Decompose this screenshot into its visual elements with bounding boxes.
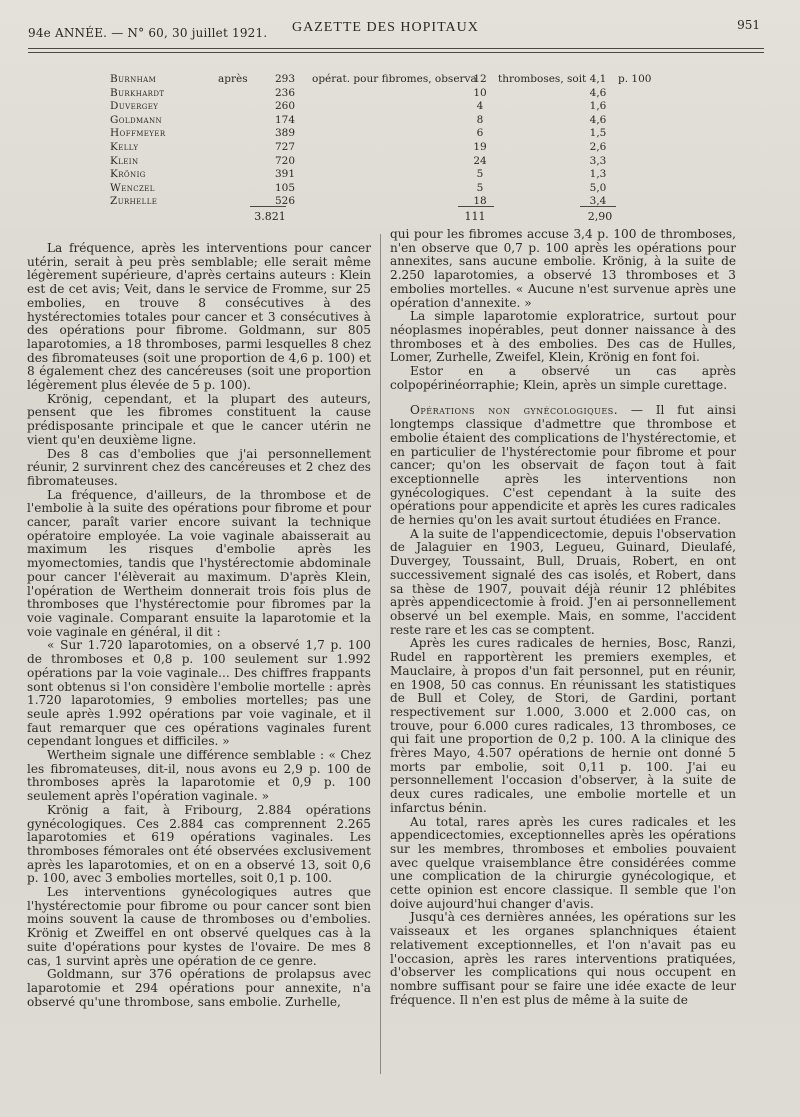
operations-count: 293	[274, 73, 296, 85]
paragraph: qui pour les fibromes accuse 3,4 p. 100 de thromboses, n'en observe que 0,7 p. 100 après les opérations pour annexites, sans aucune embolie. Krönig, à la suite de 2.250 laparotomies, a observé 13 thromboses et 3 embolies mortelles. « Aucune n'est survenue après une opération d'annexite. »	[390, 227, 736, 310]
surgeon-name: Klein	[110, 154, 139, 167]
thromboses-count: 19	[473, 140, 487, 153]
operations-count: 389	[274, 127, 296, 140]
table-total-row	[110, 206, 670, 222]
total-rule-thromb	[458, 206, 494, 207]
thromboses-count: 5	[476, 181, 484, 194]
total-thromboses: 111	[464, 210, 486, 223]
right-column	[390, 228, 736, 1007]
table-row	[110, 141, 670, 155]
page-number: 951	[737, 18, 760, 32]
page-header	[28, 18, 760, 42]
phrase-p100: p. 100	[618, 73, 652, 85]
section-text: — Il fut ainsi longtemps classique d'admettre que thrombose et embolie étaient des complications de l'hystérectomie, et en particulier de l'hystérectomie pour fibrome et pour cancer; qu'on les observait de façon tout à fait exceptionnelle après les interventions non gynécologiques. C'est cependant à la suite des opérations pour appendicite et après les cures radicales de hernies qu'on les avait surtout étudiées en France.	[390, 403, 736, 528]
thromboses-count: 18	[473, 195, 487, 208]
surgeon-name: Burkhardt	[110, 86, 165, 99]
percent-value: 1,3	[589, 168, 607, 181]
paragraph: « Sur 1.720 laparotomies, on a observé 1,7 p. 100 de thromboses et 0,8 p. 100 seulement sur 1.992 opérations par la voie vaginale... Des chiffres frappants sont obtenus si l'on considère l'embolie mortelle : après 1.720 laparotomies, 9 embolies mortelles; pas une seule après 1.992 opérations par voie vaginale, et il faut remarquer que ces opérations vaginales furent cependant longues et difficiles. »	[27, 638, 371, 749]
journal-title: GAZETTE DES HOPITAUX	[292, 20, 479, 35]
total-rule-ops	[250, 206, 286, 207]
table-row	[110, 73, 670, 87]
percent-value: 5,0	[589, 181, 607, 194]
section-title: Opérations non gynécologiques.	[410, 403, 619, 418]
phrase-thromboses: thromboses, soit	[498, 73, 587, 85]
percent-value: 4,1	[589, 73, 607, 85]
table-row	[110, 100, 670, 114]
surgeon-name: Wenczel	[110, 181, 155, 194]
table-row	[110, 168, 670, 182]
operations-count: 526	[274, 195, 296, 208]
surgeon-name: Hoffmeyer	[110, 127, 166, 140]
surgeon-name: Kelly	[110, 140, 139, 153]
operations-count: 105	[274, 181, 296, 194]
total-percent: 2,90	[587, 210, 613, 223]
paragraph: Wertheim signale une différence semblable : « Chez les fibromateuses, dit-il, nous avons eu 2,9 p. 100 de thromboses après la laparotomie et 0,9 p. 100 seulement après l'opération vaginale. »	[27, 748, 371, 804]
operations-count: 720	[274, 154, 296, 167]
table-row	[110, 182, 670, 196]
column-separator	[380, 234, 381, 1074]
table-row	[110, 155, 670, 169]
percent-value: 1,6	[589, 100, 607, 113]
table-row	[110, 114, 670, 128]
paragraph: Après les cures radicales de hernies, Bosc, Ranzi, Rudel en rapportèrent les premiers exemples, et Mauclaire, à propos d'un fait personnel, put en réunir, en 1908, 50 cas connus. En réunissant les statistiques de Bull et Coley, de Stori, de Gardini, portant respectivement sur 1.000, 3.000 et 2.000 cas, on trouve, pour 6.000 cures radicales, 13 thromboses, ce qui fait une proportion de 0,2 p. 100. A la clinique des frères Mayo, 4.507 opérations de hernie ont donné 5 morts par embolie, soit 0,11 p. 100. J'ai eu personnellement l'occasion d'observer, à la suite de deux cures radicales, une embolie mortelle et un infarctus bénin.	[390, 636, 736, 815]
surgeon-name: Duvergey	[110, 100, 159, 113]
percent-value: 4,6	[589, 86, 607, 99]
paragraph: Krönig a fait, à Fribourg, 2.884 opérations gynécologiques. Ces 2.884 cas comprennent 2.265 laparotomies et 619 opérations vaginales. Les thromboses fémorales ont été observées exclusivement après les laparotomies, et on en a observé 13, soit 0,6 p. 100, avec 3 embolies mortelles, soit 0,1 p. 100.	[27, 802, 371, 886]
thromboses-count: 6	[476, 127, 484, 140]
paragraph: Des 8 cas d'embolies que j'ai personnellement réunir, 2 survinrent chez des cancéreuses et 2 chez des fibromateuses.	[27, 446, 371, 488]
paragraph: Krönig, cependant, et la plupart des auteurs, pensent que les fibromes constituent la cause prédisposante principale et que le cancer utérin ne vient qu'en deuxième ligne.	[27, 391, 371, 447]
phrase-operations: opérat. pour fibromes, observa	[312, 73, 477, 85]
thromboses-count: 8	[476, 113, 484, 126]
surgeon-name: Krönig	[110, 168, 146, 181]
paragraph: Estor en a observé un cas après colpopérinéorraphie; Klein, après un simple curettage.	[390, 364, 736, 392]
statistics-table	[110, 73, 670, 209]
percent-value: 4,6	[589, 113, 607, 126]
header-rule-thin	[28, 52, 764, 53]
thromboses-count: 24	[473, 154, 487, 167]
paragraph: La fréquence, après les interventions pour cancer utérin, serait à peu près semblable; elle serait même légèrement supérieure, d'après certains auteurs : Klein est de cet avis; Veit, dans le service de Fromme, sur 25 embolies, en trouve 8 consécutives à des hystérectomies totales pour cancer et 3 consécutives à des opérations pour fibrome. Goldmann, sur 805 laparotomies, a 18 thromboses, parmi lesquelles 8 chez des fibromateuses (soit une proportion de 4,6 p. 100) et 8 également chez des cancéreuses (soit une proportion légèrement plus élevée de 5 p. 100).	[27, 241, 371, 393]
paragraph: Au total, rares après les cures radicales et les appendicectomies, exceptionnelles après les opérations sur les membres, thromboses et embolies pouvaient avec quelque vraisemblance être considérées comme une complication de la chirurgie gynécologique, et cette opinion est encore classique. Il semble que l'on doive aujourd'hui changer d'avis.	[390, 814, 736, 911]
paragraph: A la suite de l'appendicectomie, depuis l'observation de Jalaguier en 1903, Legueu, Guinard, Dieulafé, Duvergey, Toussaint, Bull, Druais, Robert, en ont successivement signalé des cas isolés, et Robert, dans sa thèse de 1907, pouvait déjà réunir 12 phlébites après appendicectomie à froid. J'en ai personnellement observé un bel exemple. Mais, en somme, l'accident reste rare et les cas se comptent.	[390, 526, 736, 637]
paragraph: Jusqu'à ces dernières années, les opérations sur les vaisseaux et les organes splanchniques étaient relativement exceptionnelles, et l'on n'avait pas eu l'occasion, après les rares interventions pratiquées, d'observer les complications qui nous occupent en nombre suffisant pour se faire une idée exacte de leur fréquence. Il n'en est plus de même à la suite de	[390, 910, 736, 1007]
percent-value: 3,3	[589, 154, 607, 167]
paragraph: La fréquence, d'ailleurs, de la thrombose et de l'embolie à la suite des opérations pour fibrome et pour cancer, paraît varier encore suivant la technique opératoire employée. La voie vaginale abaisserait au maximum les risques d'embolie après les myomectomies, tandis que l'hystérectomie abdominale pour cancer l'élèverait au maximum. D'après Klein, l'opération de Wertheim donnerait trois fois plus de thromboses que l'hystérectomie pour fibromes par la voie vaginale. Comparant ensuite la laparotomie et la voie vaginale en général, il dit :	[27, 487, 371, 639]
operations-count: 236	[274, 86, 296, 99]
percent-value: 3,4	[589, 195, 607, 208]
operations-count: 391	[274, 168, 296, 181]
percent-value: 1,5	[589, 127, 607, 140]
surgeon-name: Goldmann	[110, 113, 163, 126]
surgeon-name: Zurhelle	[110, 195, 158, 208]
table-row	[110, 127, 670, 141]
surgeon-name: Burnham	[110, 73, 157, 85]
thromboses-count: 12	[473, 73, 487, 85]
thromboses-count: 4	[476, 100, 484, 113]
operations-count: 727	[274, 140, 296, 153]
table-row	[110, 87, 670, 101]
left-column	[27, 242, 371, 1009]
section-paragraph	[390, 404, 736, 527]
header-rule	[28, 48, 764, 49]
operations-count: 174	[274, 113, 296, 126]
thromboses-count: 10	[473, 86, 487, 99]
total-operations: 3.821	[254, 210, 286, 223]
operations-count: 260	[274, 100, 296, 113]
total-rule-pct	[580, 206, 616, 207]
paragraph: La simple laparotomie exploratrice, surtout pour néoplasmes inopérables, peut donner naissance à des thromboses et à des embolies. Des cas de Hulles, Lomer, Zurhelle, Zweifel, Klein, Krönig en font foi.	[390, 309, 736, 365]
paragraph: Goldmann, sur 376 opérations de prolapsus avec laparotomie et 294 opérations pour annexite, n'a observé qu'une thrombose, sans embolie. Zurhelle,	[27, 967, 371, 1009]
issue-info: 94e ANNÉE. — N° 60, 30 juillet 1921.	[28, 26, 268, 40]
phrase-apres: après	[218, 73, 248, 85]
percent-value: 2,6	[589, 140, 607, 153]
thromboses-count: 5	[476, 168, 484, 181]
paragraph: Les interventions gynécologiques autres que l'hystérectomie pour fibrome ou pour cancer sont bien moins souvent la cause de thromboses ou d'embolies. Krönig et Zweiffel en ont observé quelques cas à la suite d'opérations pour kystes de l'ovaire. De mes 8 cas, 1 survint après une opération de ce genre.	[27, 885, 371, 968]
